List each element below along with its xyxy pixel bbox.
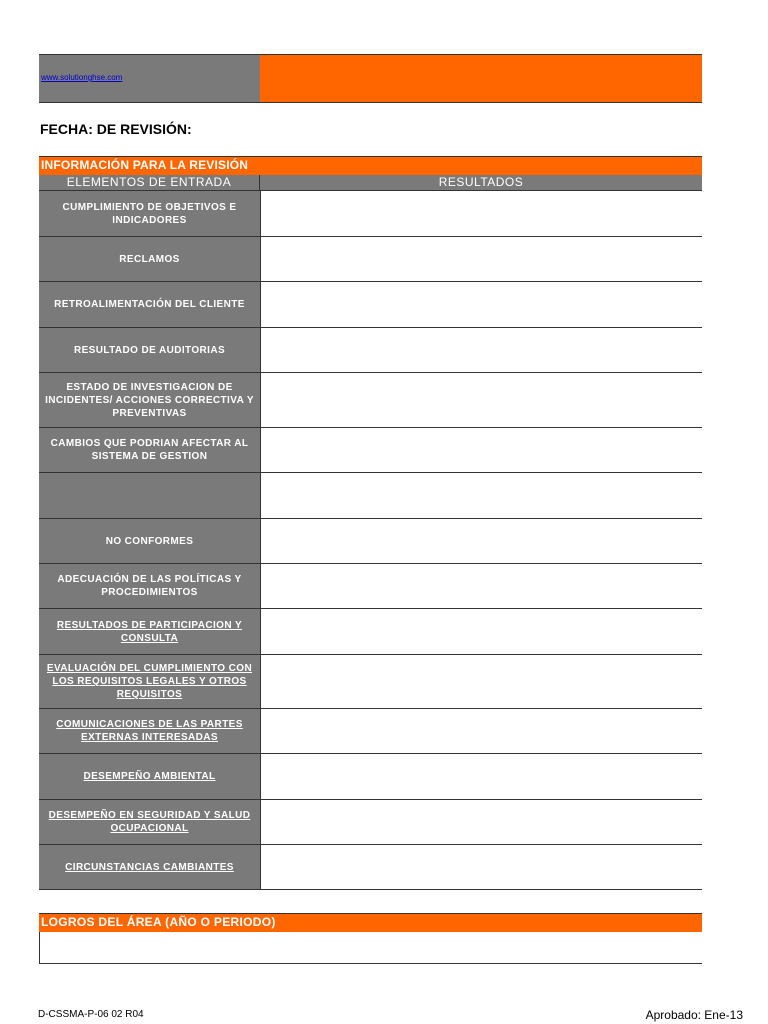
column-header-inputs: ELEMENTOS DE ENTRADA	[39, 175, 260, 190]
table-row	[39, 191, 702, 237]
table-row	[39, 373, 702, 428]
row-label: ADECUACIÓN DE LAS POLÍTICAS Y PROCEDIMIENTOS	[39, 564, 261, 608]
approval-date: Aprobado: Ene-13	[645, 1008, 743, 1022]
row-result-cell[interactable]	[261, 373, 702, 427]
document-code: D-CSSMA-P-06 02 R04	[38, 1009, 144, 1020]
row-label: RETROALIMENTACIÓN DEL CLIENTE	[39, 282, 261, 327]
row-result-cell[interactable]	[261, 754, 702, 799]
achievements-title: LOGROS DEL ÁREA (AÑO O PERIODO)	[41, 915, 276, 929]
row-label: CIRCUNSTANCIAS CAMBIANTES	[39, 845, 261, 889]
row-label: CAMBIOS QUE PODRIAN AFECTAR AL SISTEMA DE GESTION	[39, 428, 261, 472]
table-row	[39, 328, 702, 373]
table-row	[39, 428, 702, 473]
row-label: EVALUACIÓN DEL CUMPLIMIENTO CON LOS REQUISITOS LEGALES Y OTROS REQUISITOS	[39, 655, 261, 708]
row-label: RECLAMOS	[39, 237, 261, 281]
table-row	[39, 564, 702, 609]
table-row	[39, 845, 702, 890]
header-bar	[39, 54, 702, 103]
row-label: DESEMPEÑO EN SEGURIDAD Y SALUD OCUPACIONAL	[39, 800, 261, 844]
achievements-title-bar	[39, 913, 702, 932]
table-row	[39, 709, 702, 754]
table-row	[39, 237, 702, 282]
table-row	[39, 519, 702, 564]
table-row	[39, 800, 702, 845]
row-result-cell[interactable]	[261, 564, 702, 608]
row-label: ESTADO DE INVESTIGACION DE INCIDENTES/ ACCIONES CORRECTIVA Y PREVENTIVAS	[39, 373, 261, 427]
section-title-bar	[39, 156, 702, 175]
header-logo-area	[39, 55, 260, 102]
row-label: DESEMPEÑO AMBIENTAL	[39, 754, 261, 799]
row-result-cell[interactable]	[261, 237, 702, 281]
website-link[interactable]: www.solutionghse.com	[41, 73, 123, 82]
row-result-cell[interactable]	[261, 428, 702, 472]
row-label: COMUNICACIONES DE LAS PARTES EXTERNAS INTERESADAS	[39, 709, 261, 753]
row-result-cell[interactable]	[261, 473, 702, 518]
table-row	[39, 655, 702, 709]
row-result-cell[interactable]	[261, 191, 702, 236]
row-result-cell[interactable]	[261, 655, 702, 708]
row-result-cell[interactable]	[261, 282, 702, 327]
table-row	[39, 609, 702, 655]
column-header-results: RESULTADOS	[260, 175, 702, 190]
table-row	[39, 282, 702, 328]
row-label: CUMPLIMIENTO DE OBJETIVOS E INDICADORES	[39, 191, 261, 236]
row-result-cell[interactable]	[261, 519, 702, 563]
table-header	[39, 175, 702, 191]
table-row	[39, 754, 702, 800]
review-date-label: FECHA: DE REVISIÓN:	[40, 121, 192, 137]
row-result-cell[interactable]	[261, 609, 702, 654]
row-label: NO CONFORMES	[39, 519, 261, 563]
achievements-input-box[interactable]	[39, 932, 702, 964]
row-result-cell[interactable]	[261, 328, 702, 372]
row-label: RESULTADO DE AUDITORIAS	[39, 328, 261, 372]
row-label: RESULTADOS DE PARTICIPACION Y CONSULTA	[39, 609, 261, 654]
row-result-cell[interactable]	[261, 709, 702, 753]
header-title-area	[260, 55, 702, 102]
row-result-cell[interactable]	[261, 800, 702, 844]
table-row	[39, 473, 702, 519]
row-label	[39, 473, 261, 518]
row-result-cell[interactable]	[261, 845, 702, 889]
section-title: INFORMACIÓN PARA LA REVISIÓN	[41, 158, 249, 172]
